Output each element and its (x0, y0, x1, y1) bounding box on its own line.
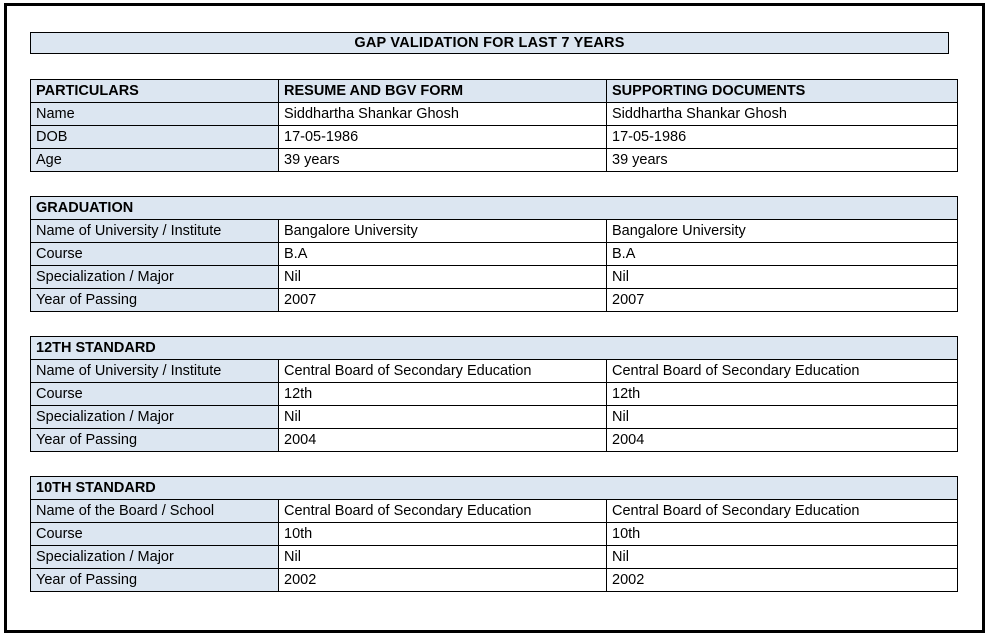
row-label: Specialization / Major (31, 546, 279, 569)
table-header-row (31, 80, 958, 103)
section-title-10th-standard: 10TH STANDARD (31, 477, 958, 500)
cell-resume-value: 12th (279, 383, 607, 406)
table-row (31, 126, 958, 149)
row-label: Course (31, 243, 279, 266)
document-title: GAP VALIDATION FOR LAST 7 YEARS (30, 32, 949, 54)
cell-supporting-value: 10th (607, 523, 958, 546)
row-label: Course (31, 383, 279, 406)
cell-supporting-value: Nil (607, 266, 958, 289)
graduation-table (30, 196, 958, 312)
cell-supporting-value: Central Board of Secondary Education (607, 500, 958, 523)
table-row (31, 569, 958, 592)
cell-resume-value: Central Board of Secondary Education (279, 500, 607, 523)
row-label: Specialization / Major (31, 406, 279, 429)
cell-resume-value: Nil (279, 546, 607, 569)
cell-resume-value: 39 years (279, 149, 607, 172)
twelfth-standard-table (30, 336, 958, 452)
cell-resume-value: Siddhartha Shankar Ghosh (279, 103, 607, 126)
document-page (4, 3, 985, 633)
cell-resume-value: Nil (279, 266, 607, 289)
cell-resume-value: 2002 (279, 569, 607, 592)
cell-supporting-value: B.A (607, 243, 958, 266)
cell-resume-value: 2007 (279, 289, 607, 312)
table-row (31, 429, 958, 452)
cell-resume-value: 2004 (279, 429, 607, 452)
cell-supporting-value: 2004 (607, 429, 958, 452)
row-label: Year of Passing (31, 289, 279, 312)
row-label: Course (31, 523, 279, 546)
cell-supporting-value: 12th (607, 383, 958, 406)
table-row (31, 149, 958, 172)
table-row (31, 266, 958, 289)
row-label: Name of University / Institute (31, 220, 279, 243)
header-resume-bgv: RESUME AND BGV FORM (279, 80, 607, 103)
cell-supporting-value: Nil (607, 406, 958, 429)
row-label: Name of University / Institute (31, 360, 279, 383)
cell-supporting-value: Siddhartha Shankar Ghosh (607, 103, 958, 126)
table-row (31, 523, 958, 546)
section-header-row (31, 337, 958, 360)
cell-supporting-value: Central Board of Secondary Education (607, 360, 958, 383)
particulars-table (30, 79, 958, 172)
cell-resume-value: Central Board of Secondary Education (279, 360, 607, 383)
table-row (31, 406, 958, 429)
table-row (31, 546, 958, 569)
table-row (31, 103, 958, 126)
cell-supporting-value: 2007 (607, 289, 958, 312)
cell-resume-value: Nil (279, 406, 607, 429)
cell-resume-value: Bangalore University (279, 220, 607, 243)
section-title-12th-standard: 12TH STANDARD (31, 337, 958, 360)
cell-supporting-value: Nil (607, 546, 958, 569)
cell-resume-value: B.A (279, 243, 607, 266)
row-label: DOB (31, 126, 279, 149)
row-label: Name (31, 103, 279, 126)
table-row (31, 220, 958, 243)
row-label: Specialization / Major (31, 266, 279, 289)
cell-supporting-value: Bangalore University (607, 220, 958, 243)
section-header-row (31, 477, 958, 500)
table-row (31, 383, 958, 406)
row-label: Year of Passing (31, 569, 279, 592)
row-label: Age (31, 149, 279, 172)
header-particulars: PARTICULARS (31, 80, 279, 103)
section-header-row (31, 197, 958, 220)
section-title-graduation: GRADUATION (31, 197, 958, 220)
row-label: Year of Passing (31, 429, 279, 452)
table-row (31, 289, 958, 312)
table-row (31, 360, 958, 383)
cell-resume-value: 10th (279, 523, 607, 546)
cell-supporting-value: 2002 (607, 569, 958, 592)
cell-supporting-value: 39 years (607, 149, 958, 172)
tenth-standard-table (30, 476, 958, 592)
table-row (31, 243, 958, 266)
header-supporting-documents: SUPPORTING DOCUMENTS (607, 80, 958, 103)
cell-supporting-value: 17-05-1986 (607, 126, 958, 149)
row-label: Name of the Board / School (31, 500, 279, 523)
table-row (31, 500, 958, 523)
cell-resume-value: 17-05-1986 (279, 126, 607, 149)
